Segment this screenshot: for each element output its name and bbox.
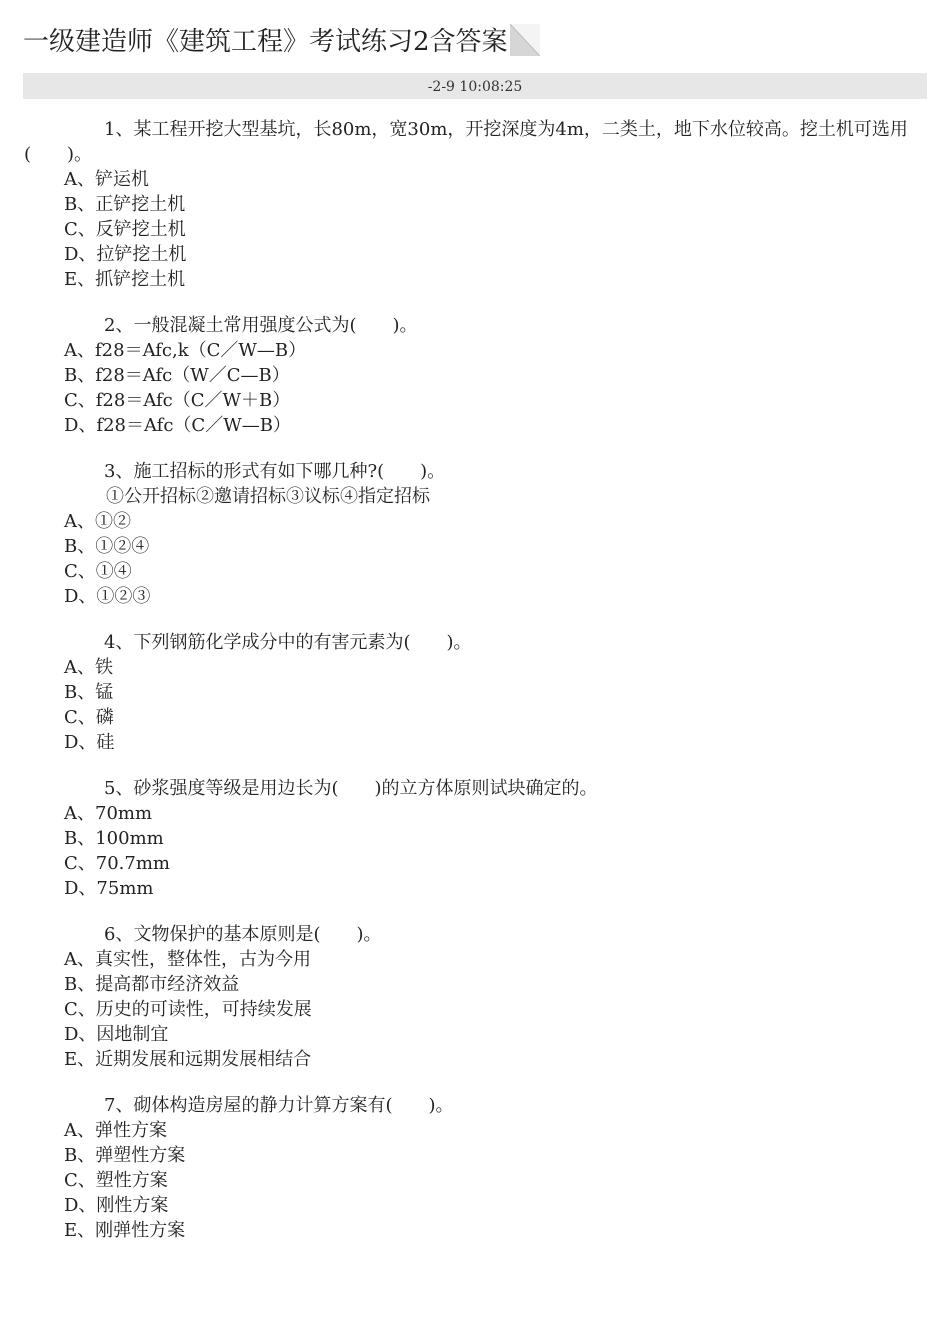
question-3	[0, 459, 950, 609]
page-curl-icon	[510, 24, 540, 56]
question-7	[0, 1093, 950, 1243]
option-a: A、f28＝Afc,k（C／W—B）	[64, 340, 307, 361]
option-d: D、刚性方案	[64, 1195, 169, 1216]
option-d: D、f28＝Afc（C／W—B）	[64, 415, 291, 436]
option-d: D、拉铲挖土机	[64, 244, 187, 265]
option-d: D、①②③	[64, 586, 151, 607]
question-stem: 2、一般混凝土常用强度公式为( )。	[104, 315, 418, 336]
option-e: E、刚弹性方案	[64, 1220, 186, 1241]
option-b: B、锰	[64, 682, 114, 703]
question-1	[0, 117, 950, 292]
title-row	[23, 22, 540, 62]
question-stem: 1、某工程开挖大型基坑，长80m，宽30m，开挖深度为4m，二类土，地下水位较高。挖土机可选用( )。	[24, 119, 908, 165]
option-d: D、因地制宜	[64, 1024, 169, 1045]
question-5	[0, 776, 950, 901]
option-b: B、弹塑性方案	[64, 1145, 186, 1166]
option-c: C、70.7mm	[64, 853, 170, 874]
option-b: B、f28＝Afc（W／C—B）	[64, 365, 290, 386]
question-stem: 5、砂浆强度等级是用边长为( )的立方体原则试块确定的。	[104, 778, 598, 799]
date-bar	[23, 73, 927, 99]
option-e: E、近期发展和远期发展相结合	[64, 1049, 312, 1070]
question-stem: 3、施工招标的形式有如下哪几种?( )。	[104, 461, 446, 482]
question-2	[0, 313, 950, 438]
question-stem: 7、砌体构造房屋的静力计算方案有( )。	[104, 1095, 454, 1116]
question-4	[0, 630, 950, 755]
option-b: B、提高都市经济效益	[64, 974, 240, 995]
option-b: B、①②④	[64, 536, 150, 557]
option-b: B、100mm	[64, 828, 164, 849]
document-title: 一级建造师《建筑工程》考试练习2含答案	[23, 27, 508, 57]
option-a: A、70mm	[64, 803, 153, 824]
question-list	[0, 117, 950, 1264]
option-a: A、弹性方案	[64, 1120, 167, 1141]
option-d: D、75mm	[64, 878, 154, 899]
option-c: C、塑性方案	[64, 1170, 168, 1191]
question-stem: 6、文物保护的基本原则是( )。	[104, 924, 382, 945]
option-b: B、正铲挖土机	[64, 194, 186, 215]
option-a: A、铲运机	[64, 169, 149, 190]
option-c: C、历史的可读性，可持续发展	[64, 999, 312, 1020]
question-stem: 4、下列钢筋化学成分中的有害元素为( )。	[104, 632, 472, 653]
document-date: -2-9 10:08:25	[427, 79, 523, 95]
question-6	[0, 922, 950, 1072]
option-d: D、硅	[64, 732, 115, 753]
option-e: E、抓铲挖土机	[64, 269, 186, 290]
option-c: C、磷	[64, 707, 114, 728]
option-c: C、反铲挖土机	[64, 219, 186, 240]
option-a: A、①②	[64, 511, 131, 532]
question-note: ①公开招标②邀请招标③议标④指定招标	[106, 486, 430, 507]
option-c: C、f28＝Afc（C／W＋B）	[64, 390, 291, 411]
option-c: C、①④	[64, 561, 132, 582]
option-a: A、真实性，整体性，古为今用	[64, 949, 311, 970]
option-a: A、铁	[64, 657, 113, 678]
